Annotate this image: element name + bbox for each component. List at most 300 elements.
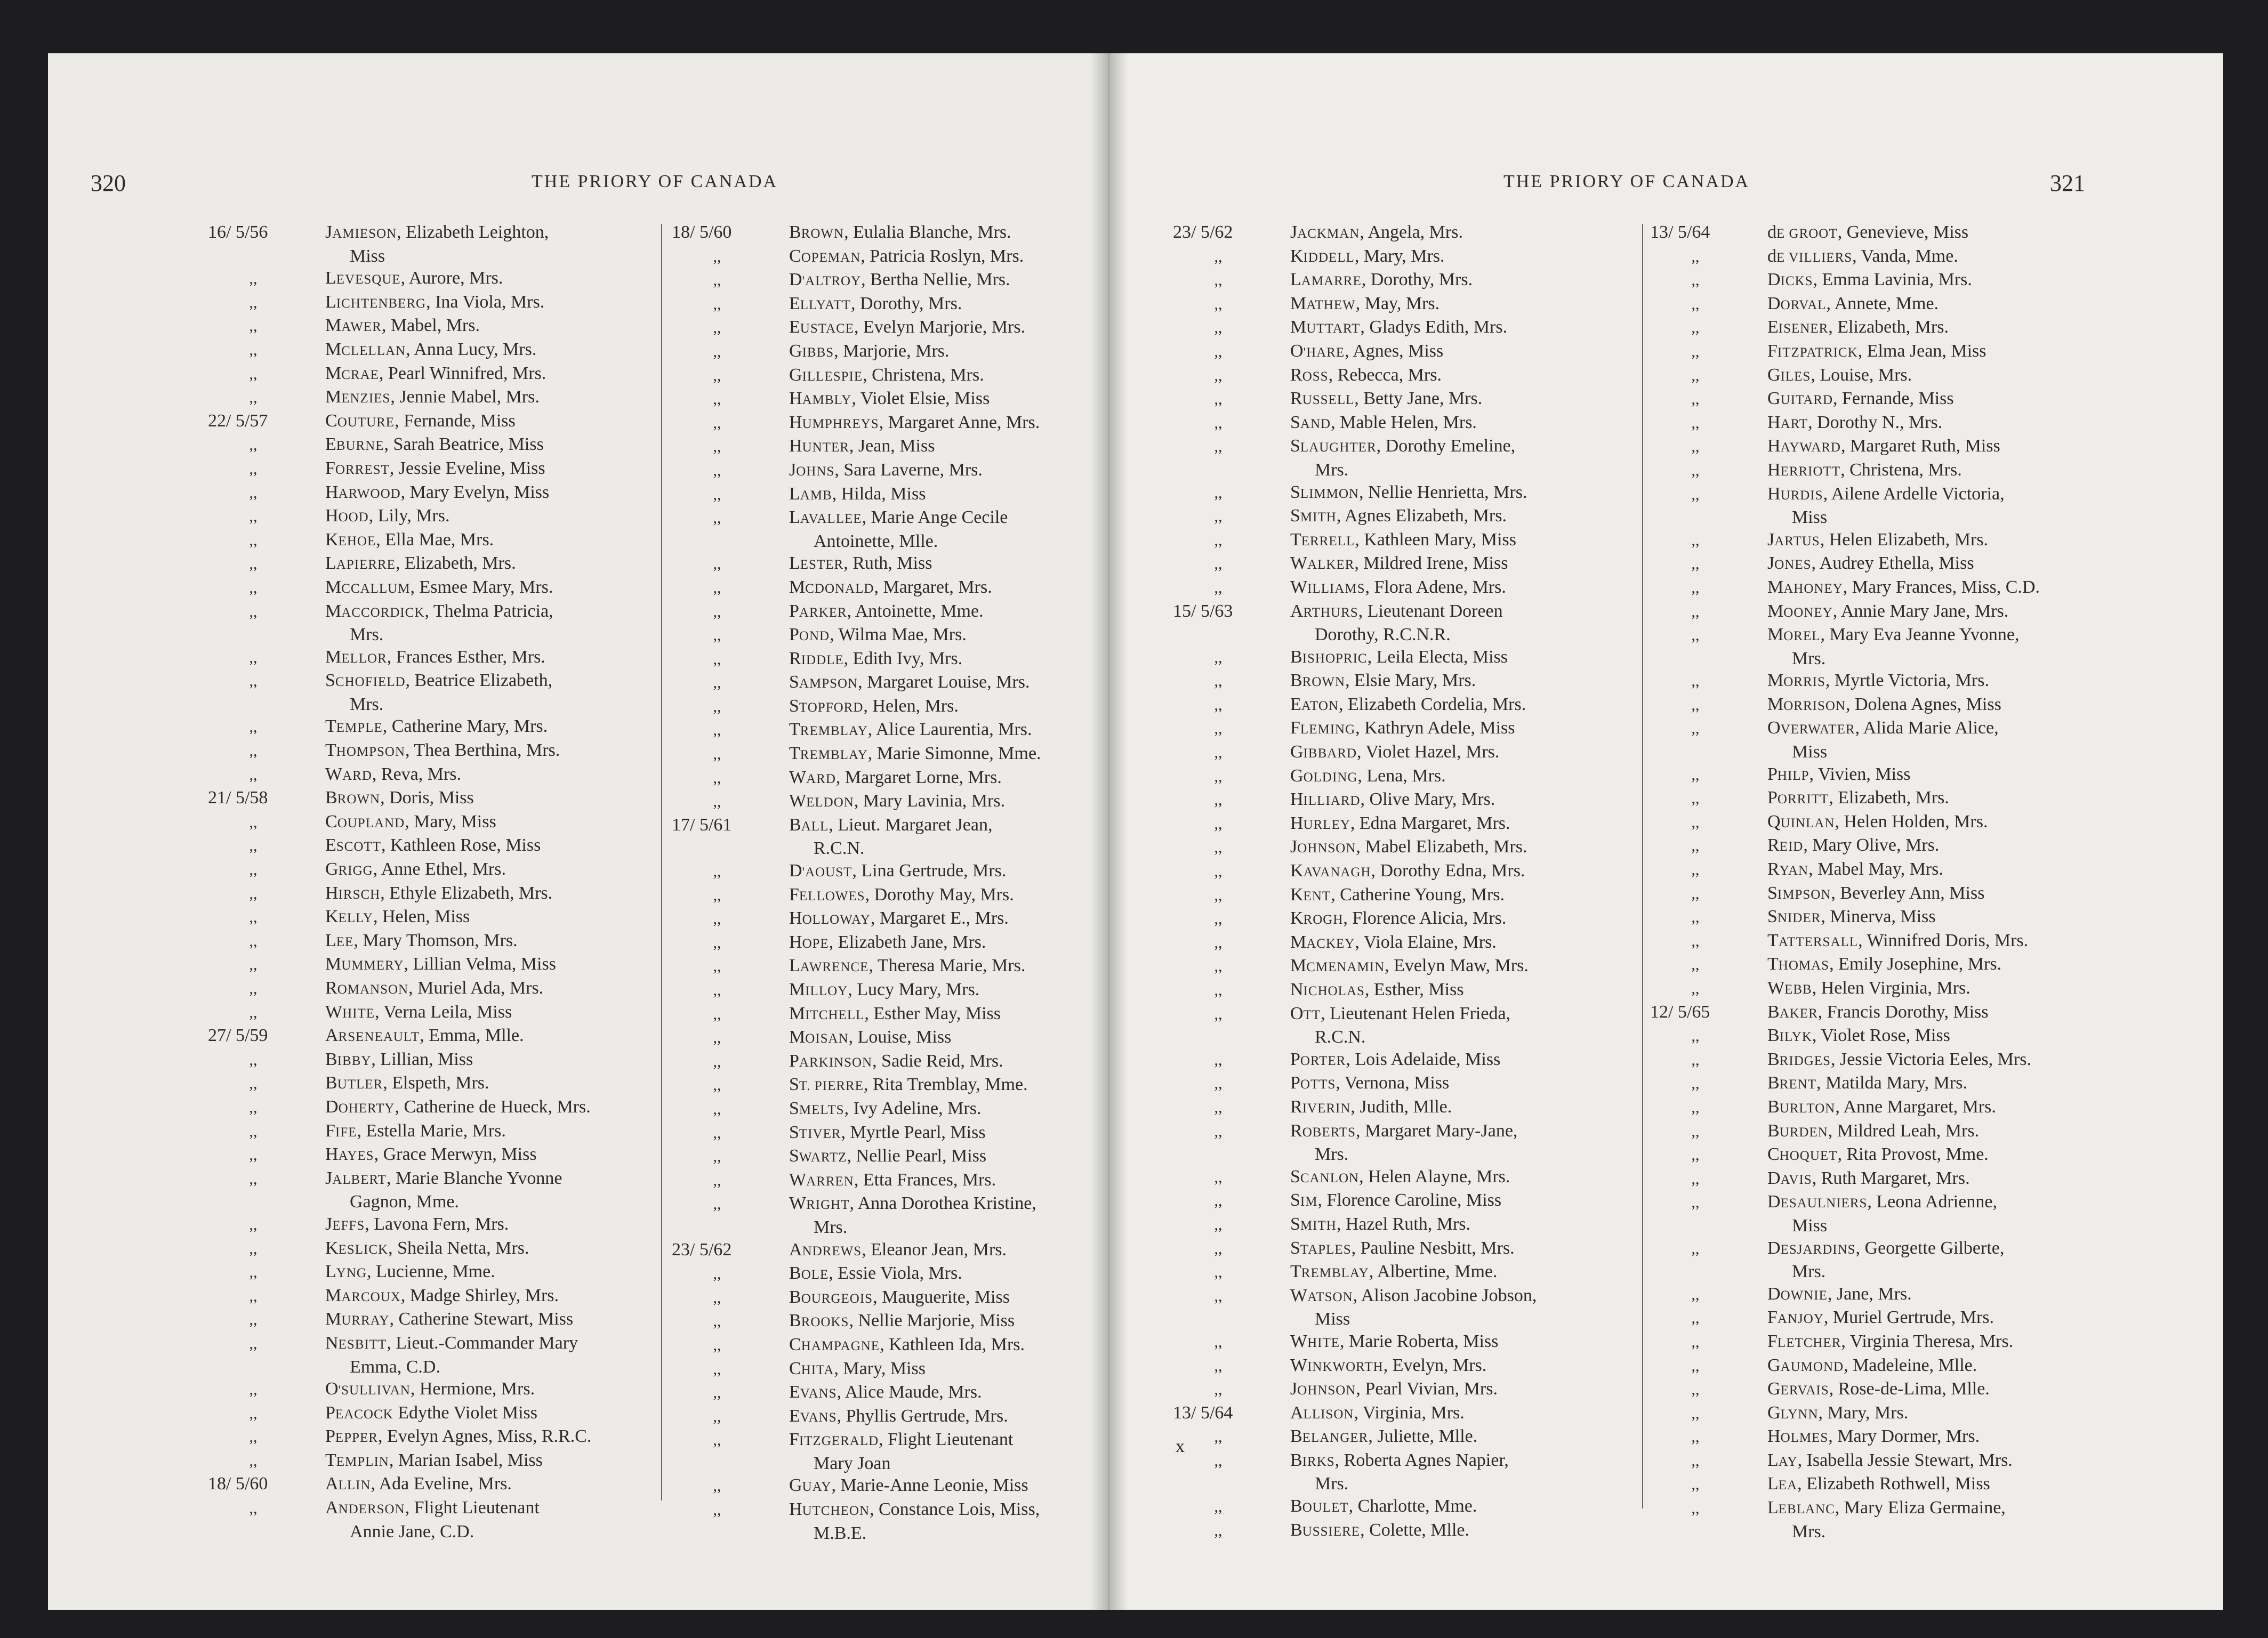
name-line: OVERWATER, Alida Marie Alice, [1767,718,1999,738]
name-line: GILLESPIE, Christena, Mrs. [789,365,984,385]
ditto-mark: ,, [1214,981,1223,999]
name-line: BAKER, Francis Dorothy, Miss [1767,1002,1989,1022]
investiture-date: 17/ 5/61 [672,814,732,835]
ditto-mark: ,, [1691,531,1700,549]
ditto-mark: ,, [713,1336,721,1354]
member-name [1767,1425,2215,1449]
name-line: KAVANAGH, Dorothy Edna, Mrs. [1290,861,1525,881]
name-line: LEBLANC, Mary Eliza Germaine, [1767,1498,2006,1518]
entry-date [672,1405,789,1429]
member-name [325,882,706,906]
name-line: ALLISON, Virginia, Mrs. [1290,1402,1465,1423]
entry-date [208,600,325,646]
name-line: CHAMPAGNE, Kathleen Ida, Mrs. [789,1334,1025,1354]
ditto-mark: ,, [1214,271,1223,289]
list-item [1173,741,1669,765]
ditto-mark: ,, [249,837,258,855]
ditto-mark: ,, [1691,342,1700,360]
name-line: LAVALLEE, Marie Ange Cecile [789,507,1008,528]
name-line: COUTURE, Fernande, Miss [325,410,516,431]
member-name [1290,340,1669,364]
ditto-mark: ,, [1214,247,1223,265]
ditto-mark: ,, [249,648,258,666]
name-line: MCCALLUM, Esmee Mary, Mrs. [325,577,553,597]
list-item [1173,435,1669,481]
ditto-mark: ,, [249,908,258,926]
ditto-mark: ,, [1214,910,1223,928]
entry-date [208,669,325,715]
ditto-mark: ,, [1214,767,1223,785]
member-name [1290,1096,1669,1120]
name-line: EVANS, Phyllis Gertrude, Mrs. [789,1406,1008,1426]
list-item [208,787,706,811]
ditto-mark: ,, [1214,295,1223,313]
name-line: BILYK, Violet Rose, Miss [1767,1026,1950,1046]
running-head: THE PRIORY OF CANADA [532,172,778,191]
ditto-mark: ,, [1691,626,1700,644]
ditto-mark: ,, [713,1005,721,1023]
ditto-mark: ,, [1691,1122,1700,1140]
entry-date [1173,979,1290,1003]
list-item [208,739,706,763]
list-item [208,953,706,977]
member-name [1290,1449,1669,1495]
member-name [1290,552,1669,576]
ditto-mark: ,, [249,365,258,383]
list-item [1650,1425,2215,1449]
list-item [1173,1096,1669,1120]
name-line: MUMMERY, Lillian Velma, Miss [325,954,556,974]
name-line: LYNG, Lucienne, Mme. [325,1262,495,1282]
list-item [1650,552,2215,576]
name-line: WEBB, Helen Virginia, Mrs. [1767,978,1971,998]
ditto-mark: ,, [1691,1428,1700,1446]
ditto-mark: ,, [1691,461,1700,479]
ditto-mark: ,, [1214,1428,1223,1446]
list-item [208,1024,706,1048]
name-line: LAMB, Hilda, Miss [789,483,926,504]
member-name [789,483,1093,507]
entry-date [208,1378,325,1402]
entry-date [208,930,325,954]
member-name [325,576,706,600]
member-name [325,834,706,858]
name-line: STIVER, Myrtle Pearl, Miss [789,1122,986,1142]
ditto-mark: ,, [713,1029,721,1047]
member-name [1767,552,2215,576]
entry-date [1650,552,1767,576]
member-name [1290,1189,1669,1213]
list-item [1173,411,1669,435]
entry-date [208,552,325,576]
member-name [1767,1449,2215,1473]
ditto-mark: ,, [1691,672,1700,690]
member-name [1290,1237,1669,1261]
list-item [1173,552,1669,576]
member-name [1767,316,2215,340]
member-name [1767,388,2215,411]
list-item [1650,1167,2215,1191]
ditto-mark: ,, [713,1148,721,1166]
entry-date [672,506,789,552]
member-name [1767,834,2215,858]
ditto-mark: ,, [1691,1075,1700,1093]
list-item [1650,1024,2215,1048]
member-name [789,1026,1093,1050]
entry-date [1173,931,1290,955]
member-name [325,930,706,954]
name-line: THOMPSON, Thea Berthina, Mrs. [325,740,560,761]
entry-date [672,1262,789,1286]
member-name [1767,787,2215,811]
entry-date [672,1050,789,1074]
ditto-mark: ,, [249,1075,258,1093]
name-continuation: Emma, C.D. [350,1357,440,1377]
ditto-mark: ,, [713,1360,721,1378]
entry-date [1650,1191,1767,1237]
list-item [1173,269,1669,293]
member-name [789,931,1093,955]
name-line: TREMBLAY, Albertine, Mme. [1290,1262,1498,1282]
entry-date [672,411,789,435]
entry-date [208,1096,325,1120]
entry-date [672,719,789,743]
ditto-mark: ,, [1691,1309,1700,1327]
ditto-mark: ,, [1214,366,1223,384]
entry-date [208,1285,325,1309]
list-item [208,552,706,576]
list-item [208,1001,706,1025]
member-name [789,411,1093,435]
ditto-mark: ,, [713,319,721,337]
member-name [789,648,1093,672]
list-item [1173,884,1669,908]
name-line: WHITE, Marie Roberta, Miss [1290,1331,1499,1351]
name-line: HURLEY, Edna Margaret, Mrs. [1290,813,1510,833]
name-continuation: Mrs. [1792,648,1826,668]
member-name [1767,364,2215,388]
entry-date [1173,1213,1290,1237]
name-continuation: Miss [1792,507,1828,528]
member-name [1767,1378,2215,1402]
name-line: JOHNSON, Mabel Elizabeth, Mrs. [1290,837,1527,857]
member-name [1290,788,1669,812]
name-line: BIBBY, Lillian, Miss [325,1049,473,1069]
entry-date [208,811,325,835]
list-item [208,1402,706,1426]
list-item [208,267,706,291]
name-line: TEMPLIN, Marian Isabel, Miss [325,1450,543,1470]
ditto-mark: ,, [713,555,721,573]
name-line: FORREST, Jessie Eveline, Miss [325,458,545,478]
member-name [325,811,706,835]
ditto-mark: ,, [1691,789,1700,808]
list-item [1650,483,2215,529]
name-line: GIBBS, Marjorie, Mrs. [789,341,950,361]
entry-date [208,1402,325,1426]
list-item [1173,788,1669,812]
entry-date [1173,717,1290,741]
member-name [325,858,706,882]
entry-column [672,221,1093,1544]
list-item [672,671,1093,695]
ditto-mark: ,, [249,1051,258,1069]
investiture-date: 27/ 5/59 [208,1026,268,1046]
entry-date [208,291,325,315]
entry-date [1650,245,1767,269]
ditto-mark: ,, [249,813,258,831]
entry-date [208,1120,325,1144]
entry-date [672,907,789,931]
ditto-mark: ,, [1214,319,1223,337]
ditto-mark: ,, [713,366,721,384]
member-name [789,1405,1093,1429]
list-item [208,314,706,338]
member-name [1290,1330,1669,1354]
name-line: POND, Wilma Mae, Mrs. [789,625,967,645]
list-item [1650,1402,2215,1426]
ditto-mark: ,, [713,886,721,904]
member-name [1767,1330,2215,1354]
member-name [325,314,706,338]
member-name [789,1381,1093,1405]
entry-date [1173,600,1290,646]
entry-date [208,787,325,811]
name-line: BOULET, Charlotte, Mme. [1290,1496,1477,1516]
name-line: HAYES, Grace Merwyn, Miss [325,1144,537,1165]
ditto-mark: ,, [713,957,721,975]
name-line: MURRAY, Catherine Stewart, Miss [325,1309,574,1329]
list-item [1173,481,1669,505]
list-item [1650,1497,2215,1543]
member-name [789,814,1093,860]
list-item [1650,1449,2215,1473]
list-item [672,695,1093,719]
ditto-mark: ,, [713,1195,721,1213]
name-line: TERRELL, Kathleen Mary, Miss [1290,529,1517,550]
name-line: BROWN, Eulalia Blanche, Mrs. [789,222,1011,242]
entry-date [672,1026,789,1050]
name-continuation: Gagnon, Mme. [350,1192,459,1212]
ditto-mark: ,, [1214,1192,1223,1210]
name-continuation: Antoinette, Mlle. [814,531,938,551]
entry-date [1650,1330,1767,1354]
entry-date [1173,552,1290,576]
ditto-mark: ,, [713,461,721,479]
entry-date [1650,1354,1767,1378]
investiture-date: 23/ 5/62 [1173,222,1233,242]
member-name [789,1310,1093,1334]
list-item [1650,1001,2215,1025]
entry-date [672,695,789,719]
name-line: KEHOE, Ella Mae, Mrs. [325,529,494,550]
member-name [789,1169,1093,1193]
ditto-mark: ,, [713,1477,721,1495]
member-name [1767,953,2215,977]
member-name [1767,340,2215,364]
name-line: HAMBLY, Violet Elsie, Miss [789,389,990,409]
name-line: HUTCHEON, Constance Lois, Miss, [789,1499,1040,1520]
ditto-mark: ,, [249,1146,258,1164]
name-line: RYAN, Mabel May, Mrs. [1767,859,1943,879]
member-name [1290,717,1669,741]
member-name [1290,646,1669,670]
ditto-mark: ,, [1691,1451,1700,1470]
name-line: BRENT, Matilda Mary, Mrs. [1767,1073,1967,1093]
list-item [1650,364,2215,388]
member-name [789,719,1093,743]
name-line: NESBITT, Lieut.-Commander Mary [325,1333,578,1353]
member-name [1290,529,1669,553]
list-item [208,221,706,267]
entry-date [1650,906,1767,930]
ditto-mark: ,, [1214,862,1223,881]
member-name [1767,1167,2215,1191]
member-name [1767,1402,2215,1426]
name-continuation: Mrs. [1792,1262,1826,1282]
list-item [1650,1096,2215,1120]
ditto-mark: ,, [713,862,721,881]
name-continuation: Mrs. [1315,459,1349,480]
name-line: COPEMAN, Patricia Roslyn, Mrs. [789,246,1024,266]
ditto-mark: ,, [1214,342,1223,360]
member-name [325,906,706,930]
entry-date [1650,411,1767,435]
member-name [325,1378,706,1402]
entry-date [1173,836,1290,860]
member-name [1290,1166,1669,1190]
ditto-mark: ,, [249,555,258,573]
list-item [672,411,1093,435]
member-name [1290,931,1669,955]
list-item [1650,1072,2215,1096]
ditto-mark: ,, [713,769,721,787]
entry-date [1173,505,1290,529]
name-line: HOLMES, Mary Dormer, Mrs. [1767,1426,1980,1447]
entry-date [672,316,789,340]
list-item [1650,624,2215,669]
entry-date [1173,221,1290,245]
investiture-date: 18/ 5/60 [208,1474,268,1494]
entry-date [672,931,789,955]
name-line: SAND, Mable Helen, Mrs. [1290,412,1477,432]
ditto-mark: ,, [249,1263,258,1281]
entry-date [672,860,789,884]
entry-date [1650,483,1767,529]
list-item [672,245,1093,269]
ditto-mark: ,, [1691,366,1700,384]
list-item [672,1262,1093,1286]
entry-date [1650,221,1767,245]
entry-date [672,1003,789,1027]
ditto-mark: ,, [1214,1168,1223,1186]
ditto-mark: ,, [713,1312,721,1330]
list-item [1650,388,2215,411]
ditto-mark: ,, [1691,578,1700,596]
name-continuation: R.C.N. [1315,1027,1366,1047]
entry-date [208,882,325,906]
list-item [208,763,706,787]
list-item [1173,1261,1669,1285]
list-item [1650,600,2215,624]
name-line: BALL, Lieut. Margaret Jean, [789,814,993,835]
name-line: WELDON, Mary Lavinia, Mrs. [789,791,1006,811]
ditto-mark: ,, [1214,555,1223,573]
list-item [208,433,706,457]
name-line: WARD, Reva, Mrs. [325,764,462,784]
entry-date [1173,529,1290,553]
investiture-date: 21/ 5/58 [208,788,268,808]
entry-date [208,1425,325,1449]
list-item [1650,1354,2215,1378]
member-name [789,552,1093,576]
list-item [1173,812,1669,836]
list-item [672,1429,1093,1474]
left-page [48,53,1109,1610]
name-line: FLETCHER, Virginia Theresa, Mrs. [1767,1331,2014,1351]
name-line: ANDREWS, Eleanor Jean, Mrs. [789,1239,1007,1260]
name-line: MELLOR, Frances Esther, Mrs. [325,647,545,667]
list-item [1650,1143,2215,1167]
member-name [789,1098,1093,1121]
ditto-mark: ,, [713,1501,721,1519]
ditto-mark: ,, [713,414,721,432]
member-name [789,671,1093,695]
name-line: KIDDELL, Mary, Mrs. [1290,246,1445,266]
list-item [672,907,1093,931]
entry-date [1650,787,1767,811]
member-name [1290,1519,1669,1543]
name-line: GERVAIS, Rose-de-Lima, Mlle. [1767,1379,1990,1399]
ditto-mark: ,, [1691,861,1700,879]
ditto-mark: ,, [249,1451,258,1470]
name-line: LEE, Mary Thomson, Mrs. [325,930,518,950]
member-name [1767,245,2215,269]
member-name [1767,600,2215,624]
list-item [208,834,706,858]
list-item [672,1121,1093,1145]
entry-date [208,410,325,434]
entry-date [672,483,789,507]
entry-date [1173,1354,1290,1378]
ditto-mark: ,, [1691,390,1700,408]
entry-date [1173,388,1290,411]
list-item [672,1381,1093,1405]
name-line: O'HARE, Agnes, Miss [1290,341,1444,361]
member-name [1290,907,1669,931]
list-item [672,388,1093,411]
name-continuation: Mrs. [1315,1474,1349,1494]
entry-date [1173,269,1290,293]
name-line: TREMBLAY, Marie Simonne, Mme. [789,744,1041,764]
ditto-mark: ,, [1691,696,1700,714]
entry-date [1173,340,1290,364]
entry-date [1650,977,1767,1001]
member-name [789,506,1093,552]
member-name [1767,435,2215,459]
entry-date [208,1048,325,1072]
name-line: PHILP, Vivien, Miss [1767,764,1911,784]
member-name [325,1402,706,1426]
member-name [325,1001,706,1025]
entry-date [672,766,789,790]
name-line: EVANS, Alice Maude, Mrs. [789,1382,982,1402]
investiture-date: 22/ 5/57 [208,410,268,431]
list-item [1173,1048,1669,1072]
member-name [325,1449,706,1473]
member-name [789,364,1093,388]
entry-date [1650,1378,1767,1402]
